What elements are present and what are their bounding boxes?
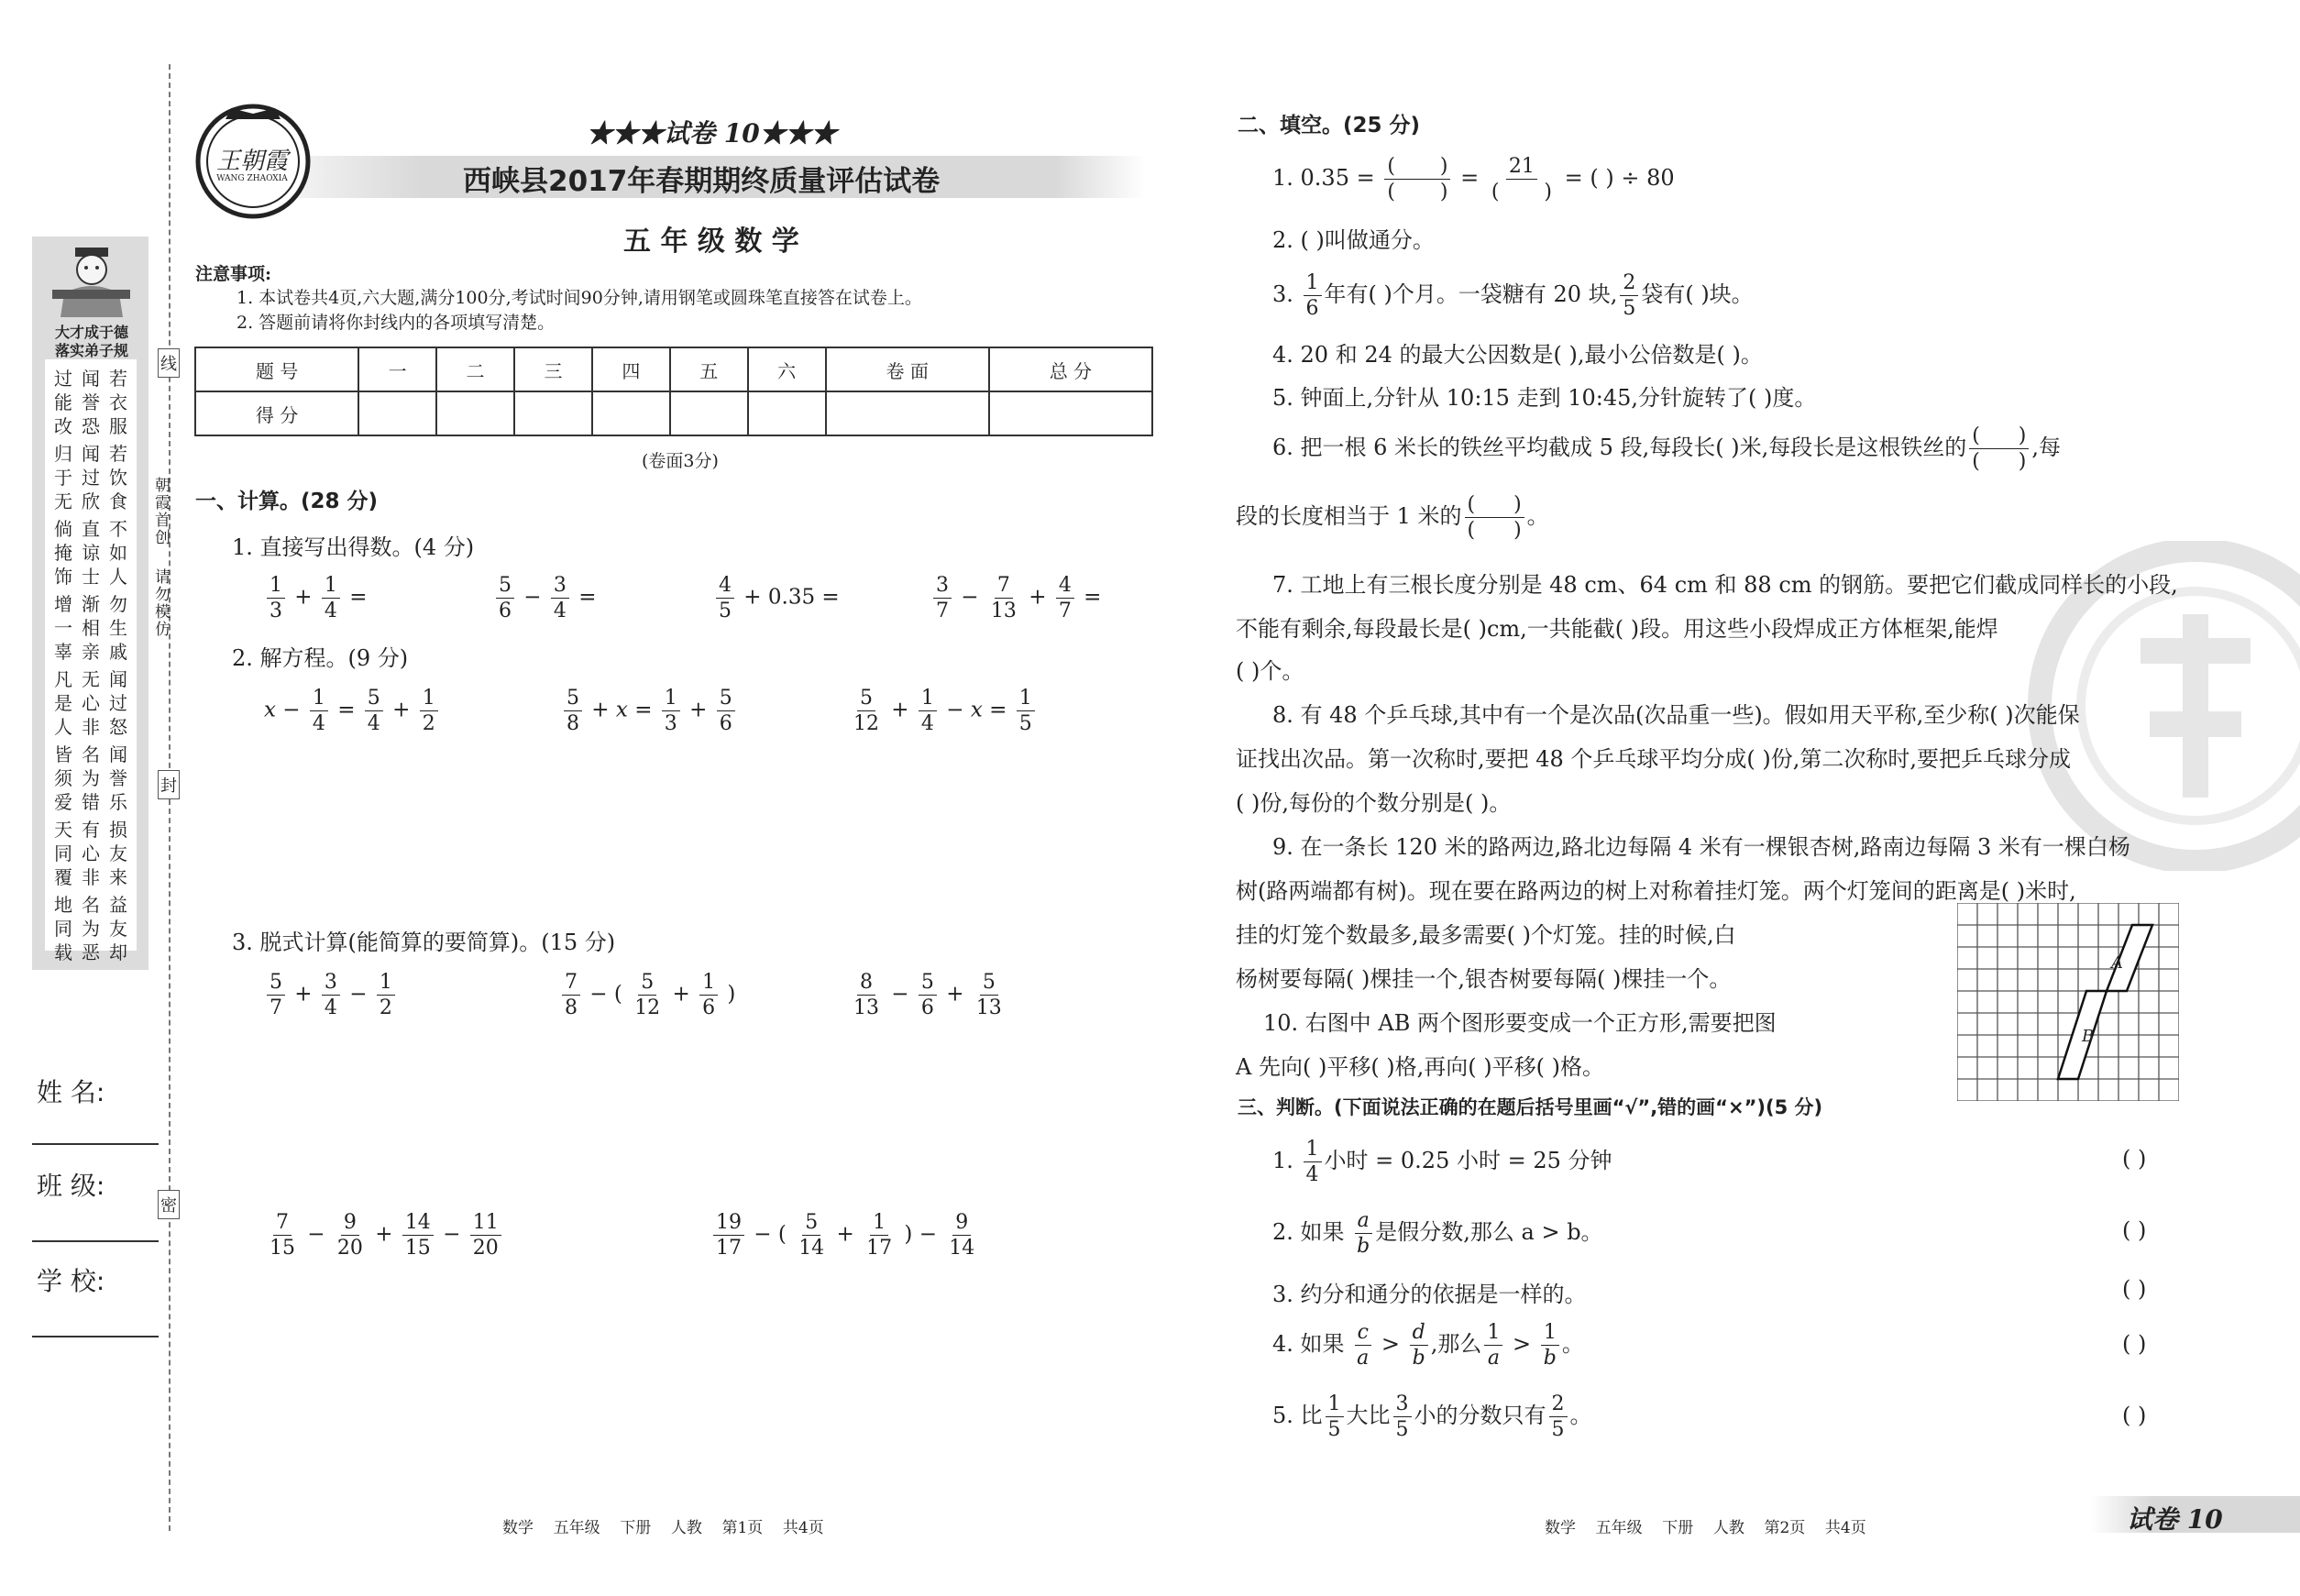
- exam-title: 西峡县2017年春期期终质量评估试卷: [463, 165, 941, 198]
- section3-title: 三、判断。(下面说法正确的在题后括号里画“√”,错的画“×”)(5 分): [1238, 1096, 1823, 1118]
- motto-line: 有心非: [82, 819, 100, 888]
- s2-q6-d: 。: [1526, 503, 1549, 529]
- s2-q9-d: 杨树要每隔( )棵挂一个,银杏树要每隔( )棵挂一个。: [1236, 966, 1732, 992]
- s3-q1-b: 小时 = 0.25 小时 = 25 分钟: [1324, 1148, 1612, 1173]
- section1-title: 一、计算。(28 分): [195, 490, 379, 513]
- school-field[interactable]: [32, 1335, 159, 1337]
- section2-title: 二、填空。(25 分): [1238, 114, 1421, 138]
- s2-q10-b: A 先向( )平移( )格,再向( )平移( )格。: [1236, 1054, 1605, 1080]
- stepwise-expr: $\frac{5}{7}$ + $\frac{3}{4}$ − $\frac{1}{2}$: [264, 970, 398, 1020]
- score-input[interactable]: [748, 391, 826, 435]
- subject-title: 五 年 级 数 学: [623, 226, 799, 258]
- name-label: 姓 名:: [37, 1077, 105, 1107]
- s2-q6: [1272, 424, 2061, 474]
- s2-q9-c: 挂的灯笼个数最多,最多需要( )个灯笼。挂的时候,白: [1236, 922, 1736, 948]
- mascot-icon: [48, 246, 135, 319]
- motto-line: 倘掩饰: [54, 518, 72, 588]
- motto-line: 闻誉恐: [82, 368, 100, 437]
- s2-q8-a: 8. 有 48 个乒乓球,其中有一个是次品(次品重一些)。假如用天平称,至少称( )次能保: [1272, 702, 2080, 728]
- motto-line: 增一辜: [54, 593, 72, 663]
- answer-paren[interactable]: ( ): [2122, 1331, 2147, 1357]
- score-input[interactable]: [358, 391, 436, 435]
- s2-q6-b: ,每: [2031, 435, 2061, 460]
- motto-line: 地同载: [54, 894, 72, 963]
- score-input[interactable]: [514, 391, 592, 435]
- page-footer-right: 数学 五年级 下册 人教 第2页 共4页: [1545, 1519, 1866, 1537]
- blank-fraction[interactable]: 21 ( ): [1491, 155, 1552, 204]
- equation: $\frac{5}{12}$ + $\frac{1}{4}$ − x = $\frac{1}{5}$: [848, 686, 1038, 736]
- s2-q3-b: 年有( )个月。一袋糖有 20 块,: [1324, 281, 1618, 307]
- s2-q6-cont: [1236, 492, 1549, 543]
- calc-expr: $\frac{5}{6}$ − $\frac{3}{4}$ =: [493, 573, 597, 623]
- motto-line: 过能改: [54, 368, 72, 437]
- s3-q4-a: 4. 如果: [1272, 1331, 1345, 1357]
- s2-q9-a: 9. 在一条长 120 米的路两边,路北边每隔 4 米有一棵银杏树,路南边每隔 3 米有一棵白杨: [1272, 834, 2130, 860]
- table-cell: 五: [670, 347, 748, 391]
- s2-q1-lead: 1. 0.35 =: [1272, 165, 1375, 191]
- table-cell: 三: [514, 347, 592, 391]
- s2-q3-a: 3.: [1272, 281, 1293, 307]
- translation-grid: [1957, 903, 2179, 1101]
- s2-q3: 3. $\frac{1}{6}$ 年有( )个月。一袋糖有 20 块, $\frac{2}{5}$ 袋有( )块。: [1272, 271, 1754, 320]
- stepwise-expr: $\frac{8}{13}$ − $\frac{5}{6}$ + $\frac{5}{13}$: [853, 971, 1002, 1019]
- stepwise-expr: $\frac{19}{17}$ − ( $\frac{5}{14}$ + $\frac{1}{17}$ ) − $\frac{9}{14}$: [710, 1210, 980, 1260]
- seal-mark: 线: [158, 348, 180, 378]
- table-cell: 卷 面: [826, 347, 989, 391]
- motto-line: 皆须爱: [54, 743, 72, 813]
- s3-q2: 2. 如果 $\frac{a}{b}$ 是假分数,那么 a > b。: [1272, 1209, 1603, 1258]
- s2-q7-c: ( )个。: [1236, 658, 1304, 684]
- calc-expr: $\frac{1}{3}$ + $\frac{1}{4}$ =: [264, 573, 368, 623]
- s3-q5-b: 大比: [1346, 1403, 1391, 1428]
- s3-q5: 5. 比 $\frac{1}{5}$ 大比 $\frac{3}{5}$ 小的分数只有 $\frac{2}{5}$ 。: [1272, 1392, 1592, 1441]
- motto-line: 若饮食: [109, 443, 127, 512]
- name-field[interactable]: [32, 1142, 159, 1145]
- notes-line-1: 1. 本试卷共4页,六大题,满分100分,考试时间90分钟,请用钢笔或圆珠笔直接答在试卷上。: [237, 288, 922, 308]
- s2-q7-a: 7. 工地上有三根长度分别是 48 cm、64 cm 和 88 cm 的钢筋。要把它们截成同样长的小段,: [1272, 572, 2178, 598]
- s3-q5-a: 5. 比: [1272, 1403, 1323, 1428]
- school-label: 学 校:: [37, 1266, 105, 1296]
- score-input[interactable]: [826, 391, 989, 435]
- motto-line: 无心非: [82, 668, 100, 738]
- s2-q6-a: 6. 把一根 6 米长的铁丝平均截成 5 段,每段长( )米,每段长是这根铁丝的: [1272, 435, 1967, 460]
- motto-line: 益友却: [109, 894, 127, 963]
- motto-line: 天同覆: [54, 819, 72, 888]
- s2-q5: 5. 钟面上,分针从 10:15 走到 10:45,分针旋转了( )度。: [1272, 385, 1817, 411]
- s2-q8-b: 证找出次品。第一次称时,要把 48 个乒乓球平均分成( )份,第二次称时,要把乒乓球分成: [1236, 746, 2072, 772]
- score-table: [194, 347, 1153, 436]
- s2-q8-c: ( )份,每份的个数分别是( )。: [1236, 790, 1512, 816]
- table-cell: 六: [748, 347, 826, 391]
- neatness-note: (卷面3分): [642, 451, 719, 471]
- s2-q7-b: 不能有剩余,每段最长是( )cm,一共能截( )段。用这些小段焊成正方体框架,能焊: [1236, 616, 1998, 642]
- stepwise-expr: $\frac{7}{8}$ − ( $\frac{5}{12}$ + $\frac{1}{6}$ ): [559, 970, 735, 1020]
- score-input[interactable]: [670, 391, 748, 435]
- motto-line: 凡是人: [54, 668, 72, 738]
- motto-title-2: 落实弟子规: [54, 342, 128, 359]
- blank-fraction[interactable]: ( ) ( ): [1465, 492, 1524, 543]
- answer-paren[interactable]: ( ): [2122, 1403, 2147, 1428]
- shape-b-label: B: [2082, 1027, 2095, 1046]
- s3-q2-a: 2. 如果: [1272, 1219, 1345, 1245]
- table-cell: 一: [358, 347, 436, 391]
- motto-line: 勿生戚: [109, 593, 127, 663]
- class-field[interactable]: [32, 1239, 159, 1242]
- exam-number: ★★★试卷 10★★★: [587, 118, 837, 149]
- score-input[interactable]: [592, 391, 670, 435]
- score-input[interactable]: [989, 391, 1152, 435]
- s3-q1-a: 1.: [1272, 1148, 1293, 1173]
- motto-line: 渐相亲: [82, 593, 100, 663]
- blank-fraction[interactable]: ( ) ( ): [1384, 154, 1450, 204]
- answer-paren[interactable]: ( ): [2122, 1217, 2147, 1243]
- s3-q4: 4. 如果 $\frac{c}{a}$ > $\frac{d}{b}$ ,那么 $\frac{1}{a}$ > $\frac{1}{b}$ 。: [1272, 1321, 1584, 1370]
- score-input[interactable]: [436, 391, 514, 435]
- side-note: 朝霞首创: [151, 477, 170, 546]
- motto-text: [48, 367, 136, 963]
- notes-line-2: 2. 答题前请将你封线内的各项填写清楚。: [237, 313, 556, 333]
- seal-mark: 密: [158, 1190, 180, 1219]
- s2-q3-c: 袋有( )块。: [1641, 281, 1754, 307]
- motto-line: 闻誉乐: [109, 743, 127, 813]
- table-cell: 总 分: [989, 347, 1152, 391]
- seal-mark: 封: [158, 770, 180, 799]
- motto-line: 直谅士: [82, 518, 100, 588]
- s2-q1: 1. 0.35 = ( ) ( ) = 21 ( ) = ( ) ÷ 80: [1272, 155, 1675, 204]
- calc-expr: $\frac{4}{5}$ + 0.35 =: [713, 573, 840, 623]
- s3-q4-c: 。: [1561, 1331, 1584, 1357]
- page-footer-left: 数学 五年级 下册 人教 第1页 共4页: [502, 1519, 824, 1537]
- blank-fraction[interactable]: ( ) ( ): [1969, 424, 2029, 474]
- stepwise-expr: $\frac{7}{15}$ − $\frac{9}{20}$ + $\frac{14}{15}$ − $\frac{11}{20}$: [264, 1210, 504, 1260]
- s2-q4: 4. 20 和 24 的最大公因数是( ),最小公倍数是( )。: [1272, 342, 1763, 368]
- logo-sub: WANG ZHAOXIA: [216, 174, 288, 183]
- table-cell: 题 号: [195, 347, 358, 391]
- table-cell: 二: [436, 347, 514, 391]
- motto-line: 若衣服: [109, 368, 127, 437]
- class-label: 班 级:: [37, 1171, 105, 1201]
- s3-q3: 3. 约分和通分的依据是一样的。: [1272, 1282, 1587, 1307]
- s2-q6-c: 段的长度相当于 1 米的: [1236, 503, 1462, 529]
- shape-a-label: A: [2111, 953, 2123, 973]
- s2-q1-tail: = ( ) ÷ 80: [1564, 165, 1675, 191]
- s3-q5-c: 小的分数只有: [1414, 1403, 1546, 1428]
- equation: $\frac{5}{8}$ + x = $\frac{1}{3}$ + $\frac{5}{6}$: [561, 686, 738, 736]
- motto-line: 归于无: [54, 443, 72, 512]
- motto-line: 不如人: [109, 518, 127, 588]
- s2-q9-b: 树(路两端都有树)。现在要在路两边的树上对称着挂灯笼。两个灯笼间的距离是( )米时,: [1236, 878, 2076, 904]
- table-row: [195, 391, 1152, 435]
- s3-q1: 1. $\frac{1}{4}$ 小时 = 0.25 小时 = 25 分钟: [1272, 1138, 1612, 1186]
- motto-title-1: 大才成于德: [54, 324, 128, 341]
- s3-q4-b: ,那么: [1430, 1331, 1482, 1357]
- answer-paren[interactable]: ( ): [2122, 1146, 2147, 1172]
- motto-line: 闻过怒: [109, 668, 127, 738]
- table-row: [195, 347, 1152, 391]
- side-note: 请勿模仿: [151, 568, 170, 638]
- s1-q2: 2. 解方程。(9 分): [232, 645, 409, 671]
- table-cell: 得 分: [195, 391, 358, 435]
- answer-paren[interactable]: ( ): [2122, 1276, 2147, 1302]
- motto-line: 名为恶: [82, 894, 100, 963]
- equation: x − $\frac{1}{4}$ = $\frac{5}{4}$ + $\frac{1}{2}$: [264, 686, 441, 736]
- s3-q5-d: 。: [1569, 1403, 1592, 1428]
- s2-q2: 2. ( )叫做通分。: [1272, 227, 1435, 253]
- calc-expr: $\frac{3}{7}$ − $\frac{7}{13}$ + $\frac{4}{7}$ =: [930, 573, 1101, 623]
- s1-q1: 1. 直接写出得数。(4 分): [232, 534, 475, 560]
- grid-svg: [1957, 903, 2179, 1101]
- motto-line: 损友来: [109, 819, 127, 888]
- s3-q2-b: 是假分数,那么 a > b。: [1375, 1219, 1603, 1245]
- notes-title: 注意事项:: [195, 264, 272, 284]
- s1-q3: 3. 脱式计算(能简算的要简算)。(15 分): [232, 930, 616, 955]
- s2-q10-a: 10. 右图中 AB 两个图形要变成一个正方形,需要把图: [1263, 1010, 1777, 1036]
- footer-badge: 试卷 10: [2127, 1504, 2223, 1535]
- logo-text: 王朝霞: [215, 148, 288, 175]
- table-cell: 四: [592, 347, 670, 391]
- motto-line: 闻过欣: [82, 443, 100, 512]
- motto-line: 名为错: [82, 743, 100, 813]
